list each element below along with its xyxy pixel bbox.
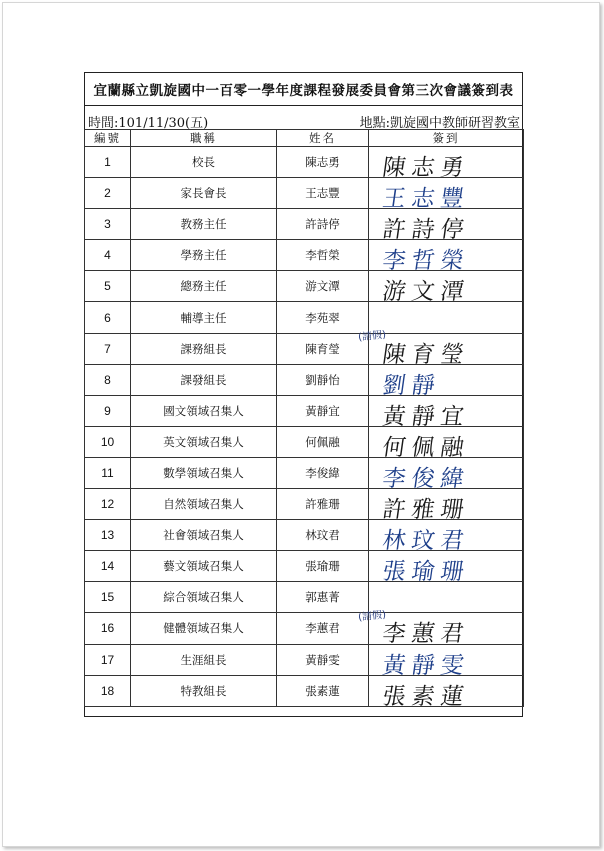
- signature-cell: [369, 644, 524, 679]
- table-header-row: [85, 130, 524, 147]
- table-row: [85, 457, 524, 488]
- row-title: 綜合領域召集人: [131, 582, 277, 613]
- handwritten-signature: 李哲榮: [380, 248, 472, 275]
- signature-cell: [369, 240, 524, 275]
- row-number: 6: [85, 302, 131, 333]
- handwritten-signature: 許雅珊: [380, 497, 472, 524]
- handwritten-signature: 張瑜珊: [380, 559, 472, 586]
- signature-cell: [369, 551, 524, 586]
- handwritten-signature: 何佩融: [380, 434, 472, 461]
- signature-cell: [369, 209, 524, 244]
- row-name: 劉靜怡: [277, 364, 369, 395]
- row-name: 何佩融: [277, 426, 369, 457]
- signature-cell: [369, 457, 524, 492]
- table-row: [85, 209, 524, 240]
- row-title: 學務主任: [131, 240, 277, 271]
- signature-cell: [369, 395, 524, 430]
- row-name: 陳育瑩: [277, 333, 369, 364]
- header-name: 姓名: [277, 130, 369, 147]
- row-title: 數學領域召集人: [131, 457, 277, 488]
- handwritten-signature: 劉靜: [380, 372, 443, 399]
- table-row: [85, 582, 524, 613]
- leave-note: (請假): [357, 609, 387, 623]
- row-name: 林玟君: [277, 520, 369, 551]
- row-number: 4: [85, 240, 131, 271]
- handwritten-signature: 李俊緯: [380, 465, 472, 492]
- signature-cell: [369, 364, 524, 399]
- table-row: [85, 675, 524, 706]
- sheet-title: 宜蘭縣立凱旋國中一百零一學年度課程發展委員會第三次會議簽到表: [84, 72, 523, 106]
- signature-cell: [369, 426, 524, 461]
- header-number: 編號: [85, 130, 131, 147]
- handwritten-signature: 林玟君: [380, 528, 472, 555]
- handwritten-signature: 張素蓮: [380, 683, 472, 710]
- meeting-time: 時間:101/11/30(五): [88, 116, 209, 131]
- leave-note: (請假): [357, 329, 387, 344]
- handwritten-signature: 陳志勇: [380, 155, 472, 181]
- row-number: 14: [85, 551, 131, 582]
- header-title: 職稱: [131, 130, 277, 147]
- table-row: [85, 644, 524, 675]
- handwritten-signature: 許詩停: [380, 217, 472, 244]
- row-title: 課發組長: [131, 364, 277, 395]
- signature-cell: [369, 333, 524, 368]
- row-name: 王志豐: [277, 178, 369, 209]
- row-title: 總務主任: [131, 271, 277, 302]
- signature-cell: [369, 271, 524, 306]
- row-title: 家長會長: [131, 178, 277, 209]
- table-body: [85, 147, 524, 710]
- row-title: 社會領域召集人: [131, 520, 277, 551]
- row-name: 李蕙君: [277, 613, 369, 644]
- table-row: [85, 426, 524, 457]
- row-number: 15: [85, 582, 131, 613]
- row-title: 國文領域召集人: [131, 395, 277, 426]
- row-number: 2: [85, 178, 131, 209]
- handwritten-signature: 李蕙君: [380, 621, 472, 648]
- table-row: [85, 520, 524, 551]
- row-number: 17: [85, 644, 131, 675]
- row-number: 11: [85, 457, 131, 488]
- row-number: 5: [85, 271, 131, 302]
- row-name: 黃靜宜: [277, 395, 369, 426]
- row-number: 3: [85, 209, 131, 240]
- row-number: 18: [85, 675, 131, 706]
- table-row: [85, 302, 524, 333]
- row-name: 張素蓮: [277, 675, 369, 706]
- signature-cell: [369, 613, 524, 648]
- row-name: 許詩停: [277, 209, 369, 240]
- table-row: [85, 613, 524, 644]
- row-number: 10: [85, 426, 131, 457]
- row-name: 李哲榮: [277, 240, 369, 271]
- handwritten-signature: 黃靜宜: [380, 403, 472, 430]
- row-number: 16: [85, 613, 131, 644]
- row-title: 生涯組長: [131, 644, 277, 675]
- row-title: 校長: [131, 147, 277, 178]
- handwritten-signature: 王志豐: [380, 186, 472, 213]
- table-row: [85, 240, 524, 271]
- row-number: 13: [85, 520, 131, 551]
- row-title: 教務主任: [131, 209, 277, 240]
- row-title: 英文領域召集人: [131, 426, 277, 457]
- table-row: [85, 178, 524, 209]
- row-name: 張瑜珊: [277, 551, 369, 582]
- row-name: 李俊緯: [277, 457, 369, 488]
- row-title: 輔導主任: [131, 302, 277, 333]
- row-name: 陳志勇: [277, 147, 369, 178]
- table-row: [85, 364, 524, 395]
- row-number: 8: [85, 364, 131, 395]
- signature-cell: [369, 302, 524, 333]
- row-title: 自然領域召集人: [131, 489, 277, 520]
- meeting-place: 地點:凱旋國中教師研習教室: [359, 116, 520, 131]
- row-title: 健體領域召集人: [131, 613, 277, 644]
- table-row: [85, 489, 524, 520]
- signature-cell: [369, 520, 524, 555]
- row-name: 郭惠菁: [277, 582, 369, 613]
- row-number: 1: [85, 147, 131, 178]
- row-title: 特教組長: [131, 675, 277, 706]
- table-row: [85, 395, 524, 426]
- table-row: [85, 551, 524, 582]
- row-title: 藝文領域召集人: [131, 551, 277, 582]
- table-row: [85, 271, 524, 302]
- handwritten-signature: 游文潭: [380, 279, 472, 306]
- signature-cell: [369, 147, 524, 181]
- row-number: 9: [85, 395, 131, 426]
- handwritten-signature: 陳育瑩: [380, 341, 472, 368]
- row-title: 課務組長: [131, 333, 277, 364]
- table-row: [85, 147, 524, 178]
- sign-in-table: [84, 129, 524, 710]
- row-name: 許雅珊: [277, 489, 369, 520]
- signature-cell: [369, 675, 524, 710]
- handwritten-signature: 黃靜雯: [380, 652, 472, 679]
- row-number: 7: [85, 333, 131, 364]
- header-signature: 簽到: [369, 130, 524, 147]
- row-number: 12: [85, 489, 131, 520]
- table-row: [85, 333, 524, 364]
- row-name: 李苑翠: [277, 302, 369, 333]
- row-name: 游文潭: [277, 271, 369, 302]
- signature-cell: [369, 178, 524, 213]
- row-name: 黃靜雯: [277, 644, 369, 675]
- signature-cell: [369, 489, 524, 524]
- signature-cell: [369, 582, 524, 613]
